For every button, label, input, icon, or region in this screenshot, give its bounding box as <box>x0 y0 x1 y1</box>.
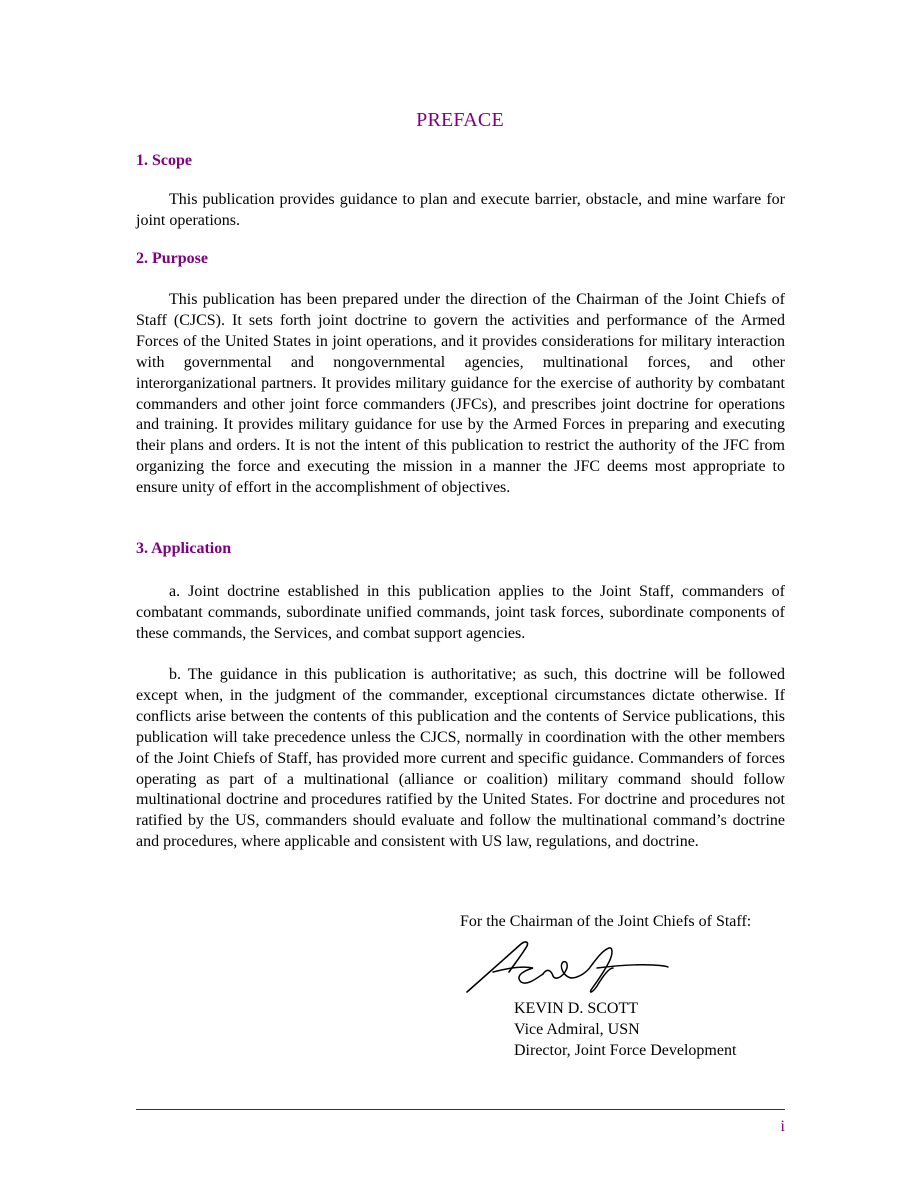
section-heading-application: 3. Application <box>136 540 232 557</box>
section-text-application-b: b. The guidance in this publication is authoritative; as such, this doctrine will be followed except when, in the judgment of the commander, exceptional circumstances dictate otherwise. If conflicts arise between the contents of this publication and the contents of Service publications, this publication will take precedence unless the CJCS, normally in coordination with the other members of the Joint Chiefs of Staff, has provided more current and specific guidance. Commanders of forces operating as part of a multinational (alliance or coalition) military command should follow multinational doctrine and procedures ratified by the United States. For doctrine and procedures not ratified by the US, commanders should evaluate and follow the multinational command’s doctrine and procedures, where applicable and consistent with US law, regulations, and doctrine. <box>136 666 785 851</box>
footer-divider <box>136 1109 785 1110</box>
section-text-scope: This publication provides guidance to plan and execute barrier, obstacle, and mine warfare for joint operations. <box>136 191 785 229</box>
signer-name: KEVIN D. SCOTT <box>514 1000 638 1017</box>
signer-rank: Vice Admiral, USN <box>514 1021 640 1038</box>
signoff-line: For the Chairman of the Joint Chiefs of Staff: <box>460 913 752 930</box>
section-heading-scope: 1. Scope <box>136 152 192 169</box>
page-number: i <box>780 1118 785 1135</box>
section-text-application-a: a. Joint doctrine established in this publication applies to the Joint Staff, commanders of combatant commands, subordinate unified commands, joint task forces, subordinate components of these commands, the Services, and combat support agencies. <box>136 583 785 642</box>
signer-position: Director, Joint Force Development <box>514 1042 737 1059</box>
signature-block <box>514 998 736 1061</box>
section-heading-purpose: 2. Purpose <box>136 250 208 267</box>
section-text-purpose: This publication has been prepared under the direction of the Chairman of the Joint Chiefs of Staff (CJCS). It sets forth joint doctrine to govern the activities and performance of the Armed Forces of the United States in joint operations, and it provides considerations for military interaction with governmental and nongovernmental agencies, multinational forces, and other interorganizational partners. It provides military guidance for the exercise of authority by combatant commanders and other joint force commanders (JFCs), and prescribes joint doctrine for operations and training. It provides military guidance for use by the Armed Forces in preparing and executing their plans and orders. It is not the intent of this publication to restrict the authority of the JFC from organizing the force and executing the mission in a manner the JFC deems most appropriate to ensure unity of effort in the accomplishment of objectives. <box>136 291 785 497</box>
page-title: PREFACE <box>416 109 504 131</box>
handwritten-signature <box>463 938 673 996</box>
